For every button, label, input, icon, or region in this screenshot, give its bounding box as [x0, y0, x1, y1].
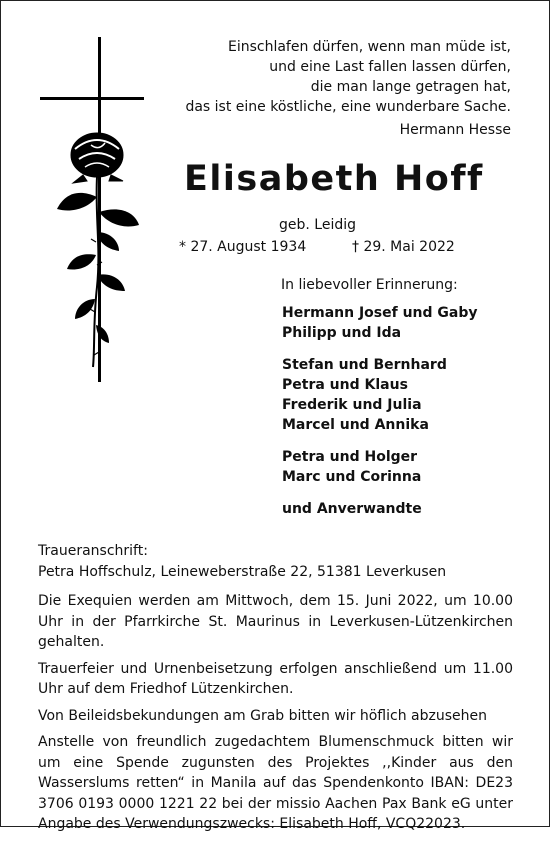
mourner-name: Hermann Josef und Gaby	[282, 305, 478, 321]
mourner-name: Philipp und Ida	[282, 325, 402, 341]
death-date: † 29. Mai 2022	[352, 239, 455, 255]
mourners-list	[282, 303, 478, 531]
family-group	[282, 355, 478, 435]
poem-line: die man lange getragen hat,	[310, 79, 511, 95]
mourner-name: Marc und Corinna	[282, 469, 422, 485]
address-label: Traueranschrift:	[38, 543, 148, 559]
deceased-name: Elisabeth Hoff	[184, 159, 484, 199]
poem-quote	[181, 37, 511, 140]
poem-author: Hermann Hesse	[399, 122, 511, 138]
mourner-name: Marcel und Annika	[282, 417, 429, 433]
poem-line: und eine Last fallen lassen dürfen,	[269, 59, 511, 75]
poem-line: Einschlafen dürfen, wenn man müde ist,	[227, 39, 511, 55]
remembrance-intro: In liebevoller Erinnerung:	[281, 277, 458, 293]
family-group	[282, 499, 478, 519]
service-details	[38, 591, 513, 841]
mourner-name: Petra und Holger	[282, 449, 418, 465]
paragraph: Trauerfeier und Urnenbeisetzung erfolgen anschließend um 11.00 Uhr auf dem Friedhof Lützenkirchen.	[38, 660, 513, 697]
mourning-address	[38, 541, 446, 583]
paragraph: Anstelle von freundlich zugedachtem Blumenschmuck bitten wir um eine Spende zugunsten des Projektes ,,Kinder aus den Wasserslums retten“ in Manila auf das Spendenkonto IBAN: DE23 3706 0193 0000 1221 22 bei der missio Aachen Pax Bank eG unter Angabe des Verwendungszwecks: Elisabeth Hoff, VCQ22023.	[38, 734, 513, 832]
cross-with-rose-icon	[35, 37, 145, 387]
maiden-name: geb. Leidig	[279, 217, 357, 233]
mourner-name: Stefan und Bernhard	[282, 357, 447, 373]
address-value: Petra Hoffschulz, Leineweberstraße 22, 51381 Leverkusen	[38, 564, 447, 580]
mourner-name: Frederik und Julia	[282, 397, 422, 413]
family-group	[282, 447, 478, 487]
paragraph: Von Beileidsbekundungen am Grab bitten wir höflich abzusehen	[38, 707, 487, 724]
poem-line: das ist eine köstliche, eine wunderbare Sache.	[185, 99, 511, 115]
paragraph: Die Exequien werden am Mittwoch, dem 15. Juni 2022, um 10.00 Uhr in der Pfarrkirche St. Maurinus in Leverkusen-Lützenkirchen gehalten.	[38, 593, 513, 650]
mourner-name: und Anverwandte	[282, 501, 422, 517]
family-group	[282, 303, 478, 343]
birth-date: * 27. August 1934	[179, 239, 307, 255]
mourner-name: Petra und Klaus	[282, 377, 408, 393]
